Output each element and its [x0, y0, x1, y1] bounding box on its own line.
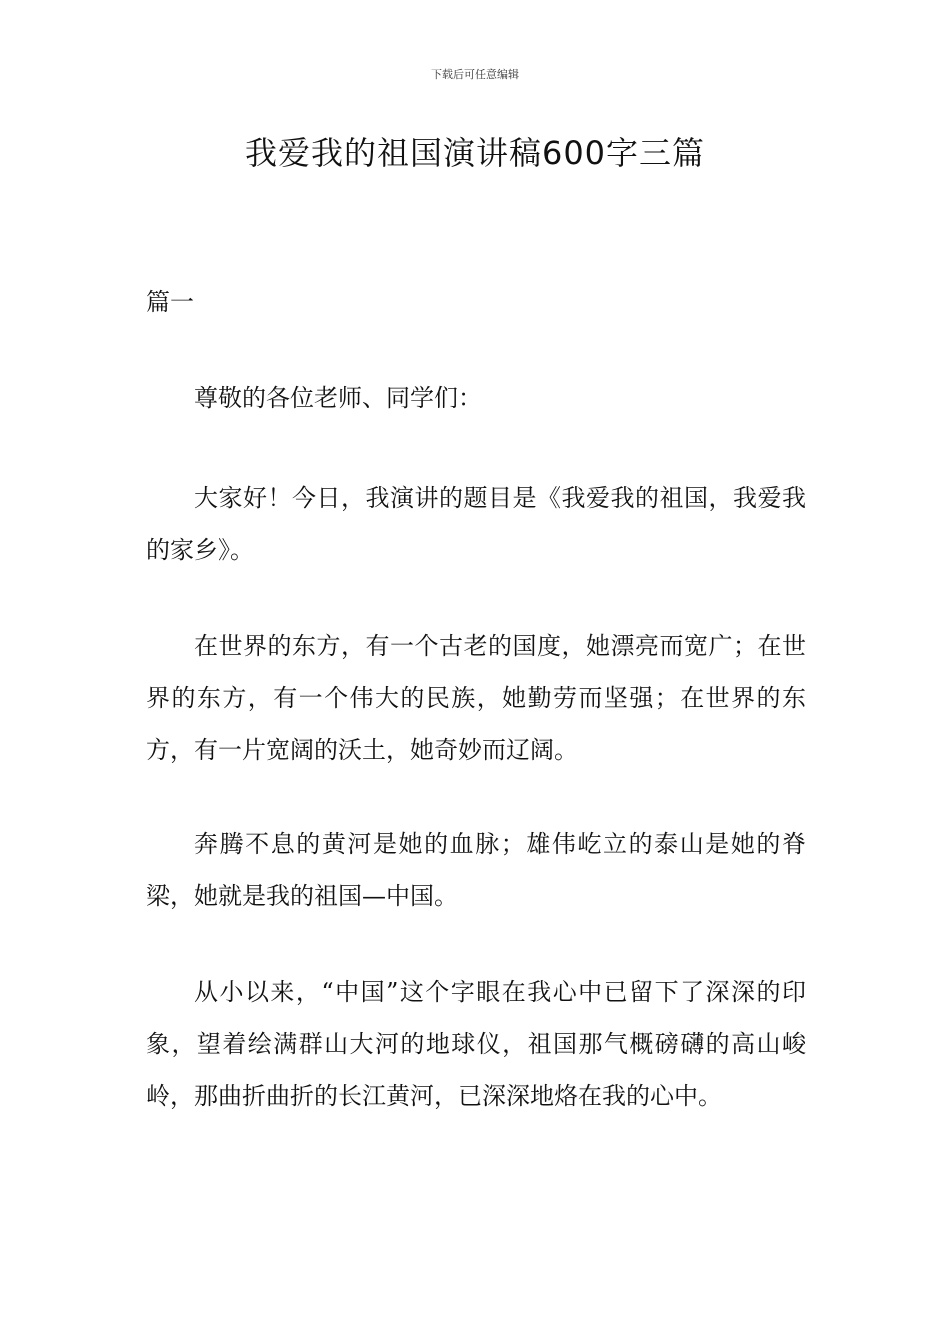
paragraph-greeting: 尊敬的各位老师、同学们： [194, 384, 482, 412]
paragraph-childhood: 从小以来，“中国”这个字眼在我心中已留下了深深的印象，望着绘满群山大河的地球仪，祖国那气概磅礴的高山峻岭，那曲折曲折的长江黄河，已深深地烙在我的心中。 [146, 978, 806, 1110]
paragraph-river-mountain: 奔腾不息的黄河是她的血脉；雄伟屹立的泰山是她的脊梁，她就是我的祖国—中国。 [146, 830, 806, 910]
paragraph-east: 在世界的东方，有一个古老的国度，她漂亮而宽广；在世界的东方，有一个伟大的民族，她勤劳而坚强；在世界的东方，有一片宽阔的沃土，她奇妙而辽阔。 [146, 632, 806, 764]
section-label: 篇一 [146, 288, 194, 316]
document-title: 我爱我的祖国演讲稿600字三篇 [244, 134, 706, 172]
header-note: 下载后可任意编辑 [431, 68, 519, 81]
paragraph-intro: 大家好！今日，我演讲的题目是《我爱我的祖国，我爱我的家乡》。 [146, 484, 806, 564]
